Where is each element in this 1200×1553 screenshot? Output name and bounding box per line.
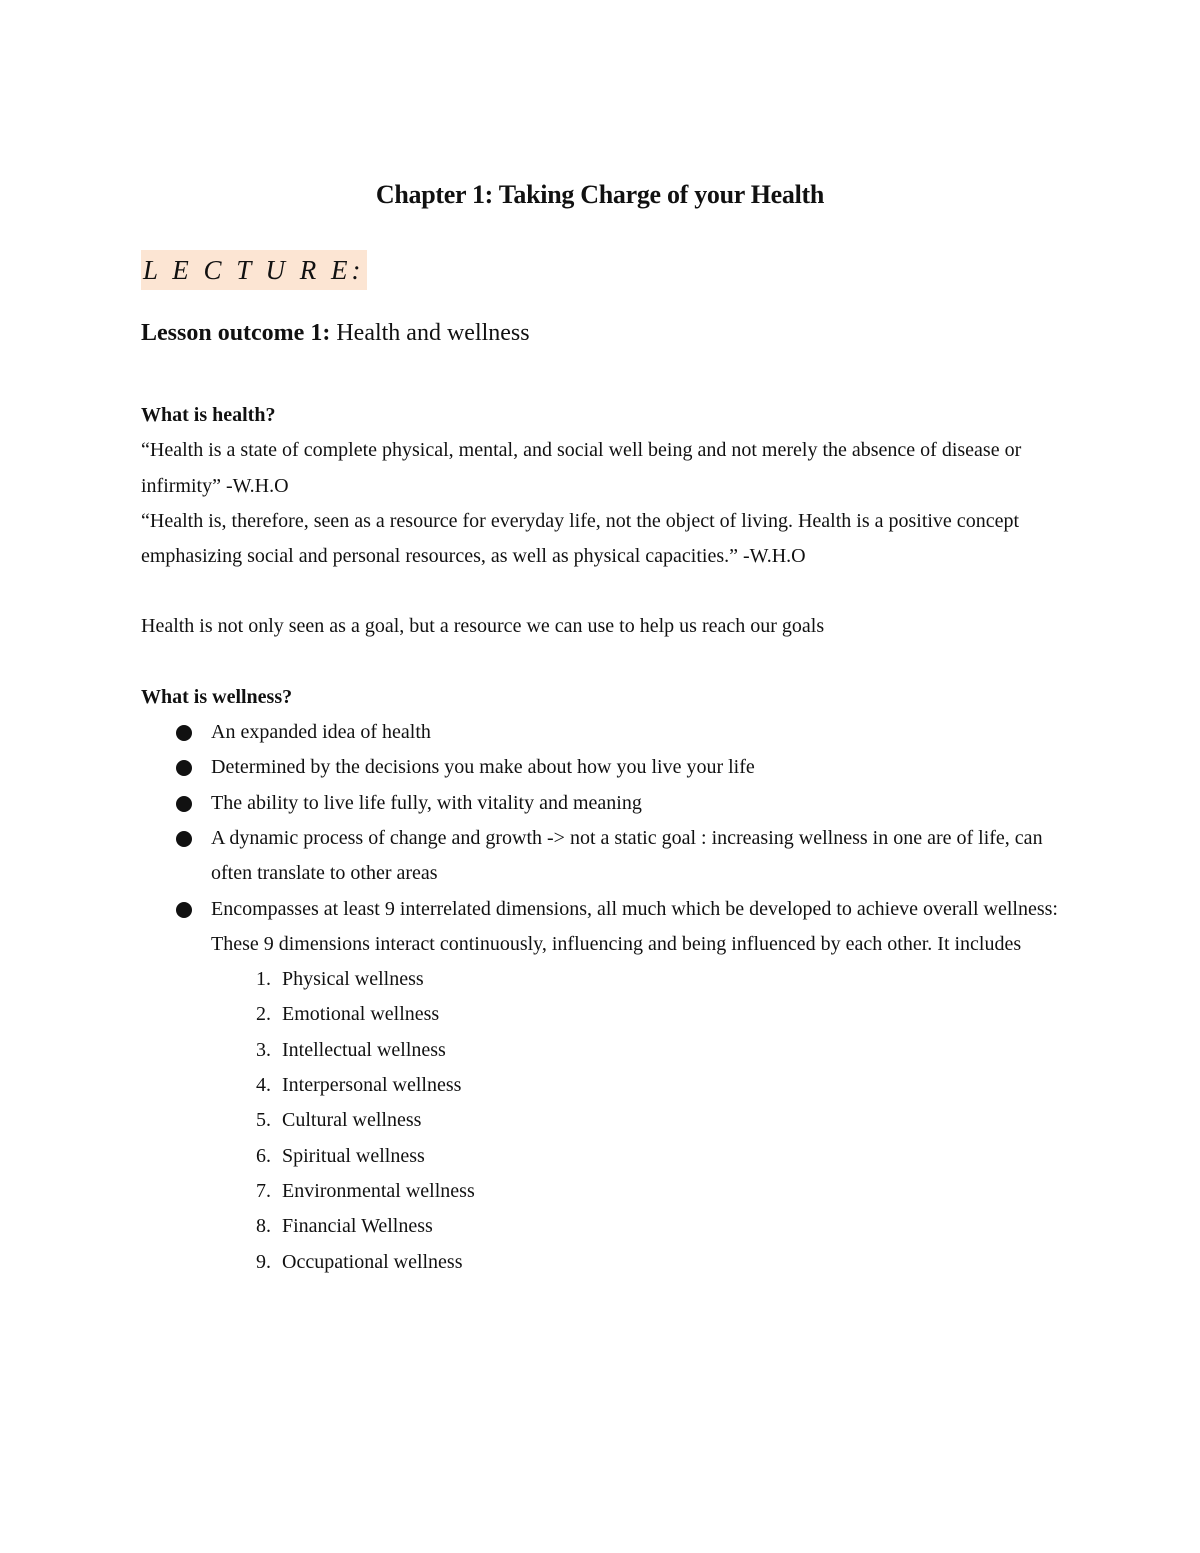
- bullet-text: An expanded idea of health: [211, 721, 431, 744]
- bullet-icon: [176, 760, 192, 776]
- bullet-icon: [176, 902, 192, 918]
- dimension-label: Financial Wellness: [282, 1215, 433, 1238]
- health-quote-2: “Health is, therefore, seen as a resource for everyday life, not the object of living. Health is a positive concept emphasizing social and personal resources, as well as physical capacities.” -W.H.O: [141, 509, 1019, 568]
- list-item: [211, 786, 1071, 821]
- lesson-outcome-label: Lesson outcome 1:: [141, 320, 331, 346]
- lesson-outcome-text: Health and wellness: [336, 320, 530, 346]
- list-item: [256, 962, 1071, 997]
- dimension-label: Intellectual wellness: [282, 1038, 446, 1061]
- list-item: [256, 1209, 1071, 1244]
- list-item: [211, 715, 1071, 750]
- list-number: 8.: [256, 1215, 271, 1238]
- health-statement: Health is not only seen as a goal, but a resource we can use to help us reach our goals: [141, 615, 825, 638]
- lecture-label: L E C T U R E:: [141, 250, 367, 290]
- list-item: [256, 1174, 1071, 1209]
- dimension-label: Physical wellness: [282, 968, 424, 991]
- bullet-text: The ability to live life fully, with vitality and meaning: [211, 791, 642, 814]
- bullet-text: Encompasses at least 9 interrelated dimensions, all much which be developed to achieve overall wellness:: [211, 897, 1058, 920]
- list-number: 7.: [256, 1179, 271, 1202]
- list-number: 5.: [256, 1109, 271, 1132]
- dimensions-list: [211, 962, 1071, 1280]
- list-number: 1.: [256, 968, 271, 991]
- list-item: [256, 1103, 1071, 1138]
- list-item: [256, 1033, 1071, 1068]
- dimension-label: Environmental wellness: [282, 1179, 475, 1202]
- dimension-label: Spiritual wellness: [282, 1144, 425, 1167]
- bullet-text: A dynamic process of change and growth -> not a static goal : increasing wellness in one are of life, can often translate to other areas: [211, 826, 1043, 885]
- wellness-heading: What is wellness?: [141, 685, 293, 708]
- list-item: [211, 892, 1071, 1280]
- list-number: 4.: [256, 1074, 271, 1097]
- bullet-icon: [176, 831, 192, 847]
- dimensions-intro: These 9 dimensions interact continuously, influencing and being influenced by each other. It includes: [211, 932, 1022, 955]
- list-item: [256, 1245, 1071, 1280]
- list-number: 2.: [256, 1003, 271, 1026]
- list-item: [256, 1068, 1071, 1103]
- dimension-label: Interpersonal wellness: [282, 1074, 462, 1097]
- list-item: [256, 997, 1071, 1032]
- bullet-icon: [176, 796, 192, 812]
- list-item: [211, 750, 1071, 785]
- document-body: [141, 398, 1071, 1280]
- dimension-label: Occupational wellness: [282, 1250, 463, 1273]
- list-number: 6.: [256, 1144, 271, 1167]
- spacer: [141, 645, 1071, 680]
- list-item: [211, 821, 1071, 892]
- bullet-icon: [176, 725, 192, 741]
- dimension-label: Emotional wellness: [282, 1003, 440, 1026]
- lesson-outcome: [141, 320, 530, 347]
- dimension-label: Cultural wellness: [282, 1109, 422, 1132]
- wellness-bullet-list: [141, 715, 1071, 1280]
- chapter-title: Chapter 1: Taking Charge of your Health: [375, 180, 825, 209]
- list-number: 9.: [256, 1250, 271, 1273]
- list-number: 3.: [256, 1038, 271, 1061]
- bullet-text: Determined by the decisions you make about how you live your life: [211, 756, 755, 779]
- list-item: [256, 1139, 1071, 1174]
- health-heading: What is health?: [141, 404, 276, 426]
- health-quote-1: “Health is a state of complete physical, mental, and social well being and not merely the absence of disease or infirmity” -W.H.O: [141, 439, 1022, 497]
- spacer: [141, 574, 1071, 609]
